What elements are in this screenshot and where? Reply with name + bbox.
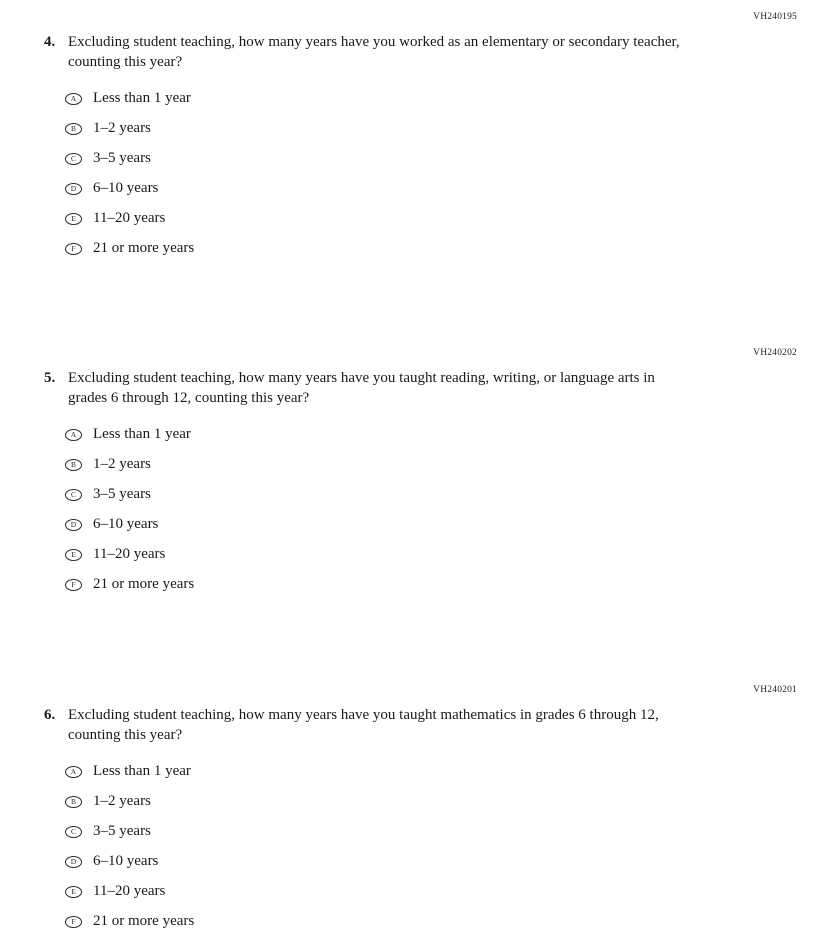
question-5 bbox=[44, 348, 797, 605]
question-5-options bbox=[65, 425, 797, 595]
question-6-row bbox=[44, 705, 797, 746]
option-d[interactable] bbox=[65, 179, 797, 199]
option-letter: F bbox=[71, 916, 76, 926]
option-letter: F bbox=[71, 243, 76, 253]
radio-oval-icon[interactable] bbox=[65, 153, 82, 165]
option-c[interactable] bbox=[65, 485, 797, 505]
option-label: Less than 1 year bbox=[93, 90, 191, 106]
radio-oval-icon[interactable] bbox=[65, 489, 82, 501]
radio-oval-icon[interactable] bbox=[65, 243, 82, 255]
radio-oval-icon[interactable] bbox=[65, 916, 82, 928]
option-d[interactable] bbox=[65, 515, 797, 535]
option-label: 21 or more years bbox=[93, 576, 195, 592]
radio-oval-icon[interactable] bbox=[65, 93, 82, 105]
option-letter: D bbox=[70, 519, 77, 529]
option-label: 11–20 years bbox=[93, 883, 166, 899]
option-letter: F bbox=[71, 579, 76, 589]
option-letter: A bbox=[70, 766, 77, 776]
option-label: 3–5 years bbox=[93, 150, 151, 166]
option-label: 1–2 years bbox=[93, 120, 151, 136]
question-number: 6. bbox=[44, 707, 56, 723]
option-label: 21 or more years bbox=[93, 240, 195, 256]
option-letter: C bbox=[70, 153, 76, 163]
option-a[interactable] bbox=[65, 89, 797, 109]
question-4-row bbox=[44, 32, 797, 73]
option-label: Less than 1 year bbox=[93, 426, 191, 442]
radio-oval-icon[interactable] bbox=[65, 549, 82, 561]
option-f[interactable] bbox=[65, 239, 797, 259]
option-letter: C bbox=[70, 489, 76, 499]
question-6 bbox=[44, 685, 797, 939]
radio-oval-icon[interactable] bbox=[65, 886, 82, 898]
question-number: 4. bbox=[44, 34, 56, 50]
radio-oval-icon[interactable] bbox=[65, 123, 82, 135]
option-letter: D bbox=[70, 856, 77, 866]
option-label: 1–2 years bbox=[93, 793, 151, 809]
question-4-options bbox=[65, 89, 797, 259]
question-text: Excluding student teaching, how many years have you worked as an elementary or secondary teacher, counting this year? bbox=[68, 34, 680, 71]
option-e[interactable] bbox=[65, 882, 797, 902]
option-letter: C bbox=[70, 826, 76, 836]
radio-oval-icon[interactable] bbox=[65, 826, 82, 838]
option-e[interactable] bbox=[65, 545, 797, 565]
option-label: Less than 1 year bbox=[93, 763, 191, 779]
option-letter: A bbox=[70, 429, 77, 439]
radio-oval-icon[interactable] bbox=[65, 579, 82, 591]
option-b[interactable] bbox=[65, 792, 797, 812]
option-letter: A bbox=[70, 93, 77, 103]
option-letter: D bbox=[70, 183, 77, 193]
option-letter: B bbox=[70, 796, 76, 806]
option-e[interactable] bbox=[65, 209, 797, 229]
option-label: 3–5 years bbox=[93, 486, 151, 502]
option-letter: B bbox=[70, 459, 76, 469]
option-label: 11–20 years bbox=[93, 210, 166, 226]
option-b[interactable] bbox=[65, 119, 797, 139]
option-letter: E bbox=[71, 549, 76, 559]
option-label: 6–10 years bbox=[93, 180, 159, 196]
radio-oval-icon[interactable] bbox=[65, 519, 82, 531]
radio-oval-icon[interactable] bbox=[65, 459, 82, 471]
radio-oval-icon[interactable] bbox=[65, 796, 82, 808]
option-label: 3–5 years bbox=[93, 823, 151, 839]
question-text: Excluding student teaching, how many years have you taught mathematics in grades 6 through 12, counting this year? bbox=[68, 707, 659, 744]
option-label: 6–10 years bbox=[93, 853, 159, 869]
question-number: 5. bbox=[44, 370, 56, 386]
option-label: 6–10 years bbox=[93, 516, 159, 532]
form-code: VH240201 bbox=[753, 685, 797, 695]
radio-oval-icon[interactable] bbox=[65, 183, 82, 195]
option-c[interactable] bbox=[65, 822, 797, 842]
option-d[interactable] bbox=[65, 852, 797, 872]
radio-oval-icon[interactable] bbox=[65, 429, 82, 441]
form-code: VH240202 bbox=[753, 348, 797, 358]
option-label: 11–20 years bbox=[93, 546, 166, 562]
option-a[interactable] bbox=[65, 762, 797, 782]
option-c[interactable] bbox=[65, 149, 797, 169]
form-code: VH240195 bbox=[753, 12, 797, 22]
question-6-options bbox=[65, 762, 797, 932]
option-label: 21 or more years bbox=[93, 913, 195, 929]
option-label: 1–2 years bbox=[93, 456, 151, 472]
radio-oval-icon[interactable] bbox=[65, 766, 82, 778]
question-4 bbox=[44, 12, 797, 269]
question-text: Excluding student teaching, how many years have you taught reading, writing, or language arts in grades 6 through 12, counting this year? bbox=[68, 370, 655, 407]
option-b[interactable] bbox=[65, 455, 797, 475]
option-letter: B bbox=[70, 123, 76, 133]
option-letter: E bbox=[71, 886, 76, 896]
option-a[interactable] bbox=[65, 425, 797, 445]
option-f[interactable] bbox=[65, 575, 797, 595]
option-f[interactable] bbox=[65, 912, 797, 932]
radio-oval-icon[interactable] bbox=[65, 213, 82, 225]
option-letter: E bbox=[71, 213, 76, 223]
radio-oval-icon[interactable] bbox=[65, 856, 82, 868]
question-5-row bbox=[44, 368, 797, 409]
